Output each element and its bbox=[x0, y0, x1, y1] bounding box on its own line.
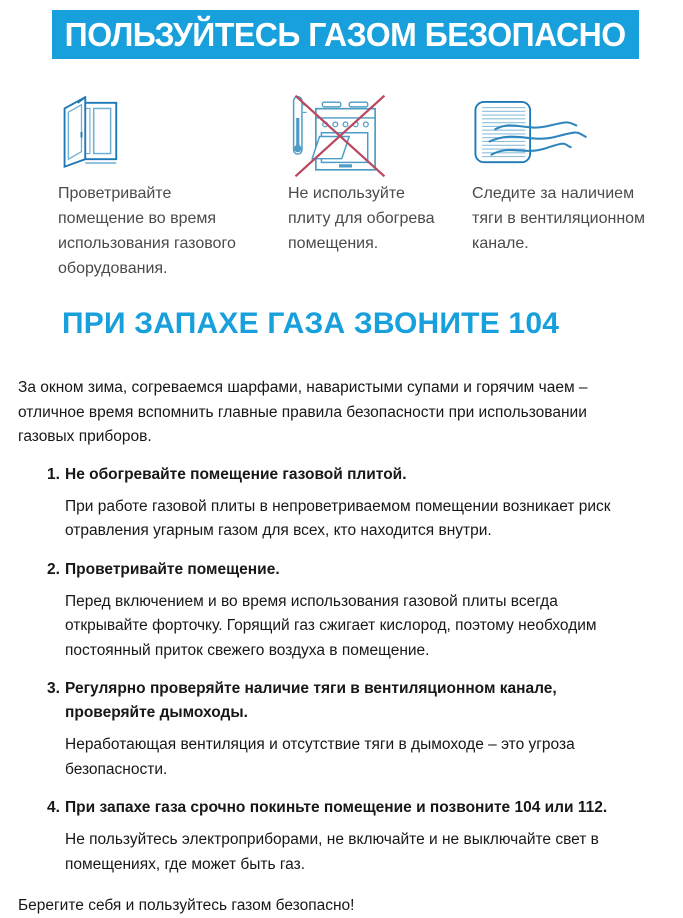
tip-caption-no-heating: Не используйте плиту для обогрева помещения. bbox=[288, 185, 435, 252]
banner bbox=[52, 10, 639, 59]
rule-body: Неработающая вентиляция и отсутствие тяги в дымоходе – это угроза безопасности. bbox=[65, 736, 575, 778]
tip-ventilate-window bbox=[58, 92, 288, 281]
rule-item-2 bbox=[18, 558, 665, 678]
closing-line: Берегите себя и пользуйтесь газом безопасно! bbox=[18, 897, 355, 914]
banner-title: ПОЛЬЗУЙТЕСЬ ГАЗОМ БЕЗОПАСНО bbox=[64, 15, 627, 53]
intro-paragraph: За окном зима, согреваемся шарфами, наваристыми супами и горячим чаем – отличное время вспомнить главные правила безопасности при использовании газовых приборов. bbox=[18, 379, 588, 445]
rule-item-3 bbox=[18, 677, 665, 796]
tip-no-stove-heating bbox=[288, 92, 472, 281]
rule-title: Не обогревайте помещение газовой плитой. bbox=[65, 465, 407, 483]
rule-title: При запахе газа срочно покиньте помещение и позвоните 104 или 112. bbox=[65, 799, 608, 816]
alert-heading: ПРИ ЗАПАХЕ ГАЗА ЗВОНИТЕ 104 bbox=[62, 307, 560, 340]
rule-number: 2. bbox=[47, 560, 60, 578]
rule-body: Перед включением и во время использования газовой плиты всегда открывайте форточку. Горящий газ сжигает кислород, поэтому необходим постоянный приток свежего воздуха в помещение. bbox=[65, 592, 597, 659]
tip-caption-ventilate: Проветривайте помещение во время использования газового оборудования. bbox=[58, 185, 236, 277]
rules-list bbox=[18, 463, 665, 892]
rule-item-4 bbox=[18, 796, 665, 891]
no-stove-heating-icon bbox=[288, 92, 390, 180]
rule-body: Не пользуйтесь электроприборами, не включайте и не выключайте свет в помещениях, где может быть газ. bbox=[65, 831, 599, 873]
article-body bbox=[0, 376, 683, 918]
rule-title: Регулярно проверяйте наличие тяги в вентиляционном канале, проверяйте дымоходы. bbox=[65, 680, 557, 721]
tips-row bbox=[0, 92, 683, 281]
gas-safety-poster bbox=[0, 10, 683, 914]
open-window-icon bbox=[58, 92, 120, 170]
rule-number: 4. bbox=[47, 799, 60, 816]
rule-title: Проветривайте помещение. bbox=[65, 560, 280, 578]
rule-number: 1. bbox=[47, 465, 60, 483]
rule-body: При работе газовой плиты в непроветриваемом помещении возникает риск отравления угарным газом для всех, кто находится внутри. bbox=[65, 497, 611, 539]
rule-item-1 bbox=[18, 463, 665, 558]
tip-check-draft bbox=[472, 92, 672, 281]
tip-caption-draft: Следите за наличием тяги в вентиляционном канале. bbox=[472, 185, 646, 252]
ventilation-draft-icon bbox=[472, 100, 592, 166]
rule-number: 3. bbox=[47, 680, 60, 697]
